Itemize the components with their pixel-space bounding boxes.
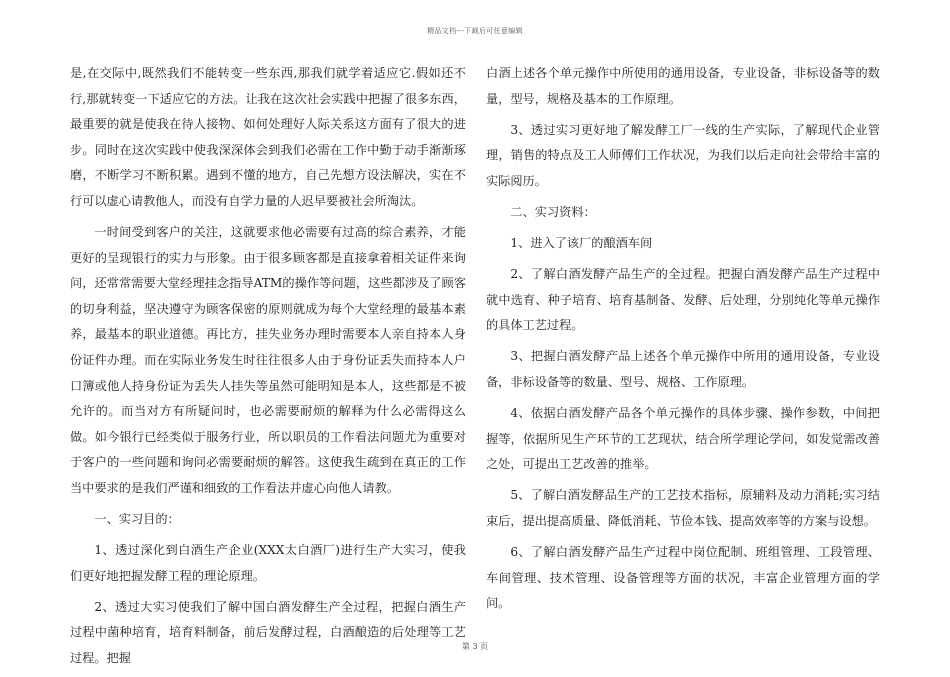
paragraph: 3、把握白酒发酵产品上述各个单元操作中所用的通用设备，专业设备，非标设备等的数量、型号、规格、工作原理。: [486, 349, 880, 390]
paragraph: 2、透过大实习使我们了解中国白酒发酵生产全过程，把握白酒生产过程中菌种培育，培育料制备，前后发酵过程，白酒酿造的后处理等工艺过程。把握: [70, 599, 466, 666]
page-number: 第 3 页: [461, 642, 489, 651]
section-heading: 一、实习目的：: [94, 512, 180, 527]
paragraph: 1、进入了该厂的酿酒车间: [510, 236, 653, 251]
paragraph: 是,在交际中,既然我们不能转变一些东西,那我们就学着适应它.假如还不行,那就转变一下适应它的方法。让我在这次社会实践中把握了很多东西，最重要的就是使我在待人接物、如何处理好人际关系这方面有了很大的进步。同时在这次实践中使我深深体会到我们必需在工作中勤于动手渐渐琢磨，不断学习不断积累。遇到不懂的地方，自己先想方设法解决，实在不行可以虚心请教他人，而没有自学力量的人迟早要被社会所淘汰。: [70, 66, 466, 208]
paragraph: 5、了解白酒发酵品生产的工艺技术指标，原辅料及动力消耗;实习结束后，提出提高质量、降低消耗、节俭本钱、提高效率等的方案与设想。: [486, 488, 880, 528]
paragraph: 2、了解白酒发酵产品生产的全过程。把握白酒发酵产品生产过程中就中选育、种子培育、培育基制备、发酵、后处理，分别纯化等单元操作的具体工艺过程。: [486, 267, 880, 333]
right-text-column: [486, 61, 880, 622]
page-header: 精品文档---下载后可任意编辑: [427, 27, 523, 35]
paragraph: 1、透过深化到白酒生产企业(XXX太白酒厂)进行生产大实习，使我们更好地把握发酵工程的理论原理。: [70, 543, 466, 583]
paragraph: 3、透过实习更好地了解发酵工厂一线的生产实际，了解现代企业管理，销售的特点及工人师傅们工作状况，为我们以后走向社会带给丰富的实际阅历。: [486, 122, 880, 188]
left-text-column: [70, 61, 466, 677]
paragraph: 6、了解白酒发酵产品生产过程中岗位配制、班组管理、工段管理、车间管理、技术管理、设备管理等方面的状况，丰富企业管理方面的学问。: [486, 545, 880, 611]
section-heading: 二、实习资料：: [510, 204, 596, 219]
paragraph: 4、依据白酒发酵产品各个单元操作的具体步骤、操作参数，中间把握等，依据所见生产环节的工艺现状，结合所学理论学问，如发觉需改善之处，可提出工艺改善的推举。: [486, 406, 880, 472]
paragraph: 一时间受到客户的关注，这就要求他必需要有过高的综合素养，才能更好的呈现银行的实力与形象。由于很多顾客都是直接拿着相关证件来询问，还常常需要大堂经理挂念指导ATM的操作等问题，这些都涉及了顾客的切身利益，坚决遵守为顾客保密的原则就成为每个大堂经理的最基本素养，最基本的职业道德。再比方，挂失业务办理时需要本人亲自持本人身份证件办理。而在实际业务发生时往往很多人由于身份证丢失而持本人户口簿或他人持身份证为丢失人挂失等虽然可能明知是本人，这些都是不被允许的。而当对方有所疑问时，也必需要耐烦的解释为什么必需得这么做。如今银行已经类似于服务行业，所以职员的工作看法问题尤为重要对于客户的一些问题和询问必需要耐烦的解答。这使我生疏到在真正的工作当中要求的是我们严谨和细致的工作看法并虚心向他人请教。: [70, 225, 466, 495]
paragraph: 白酒上述各个单元操作中所使用的通用设备，专业设备，非标设备等的数量，型号，规格及基本的工作原理。: [486, 66, 880, 106]
